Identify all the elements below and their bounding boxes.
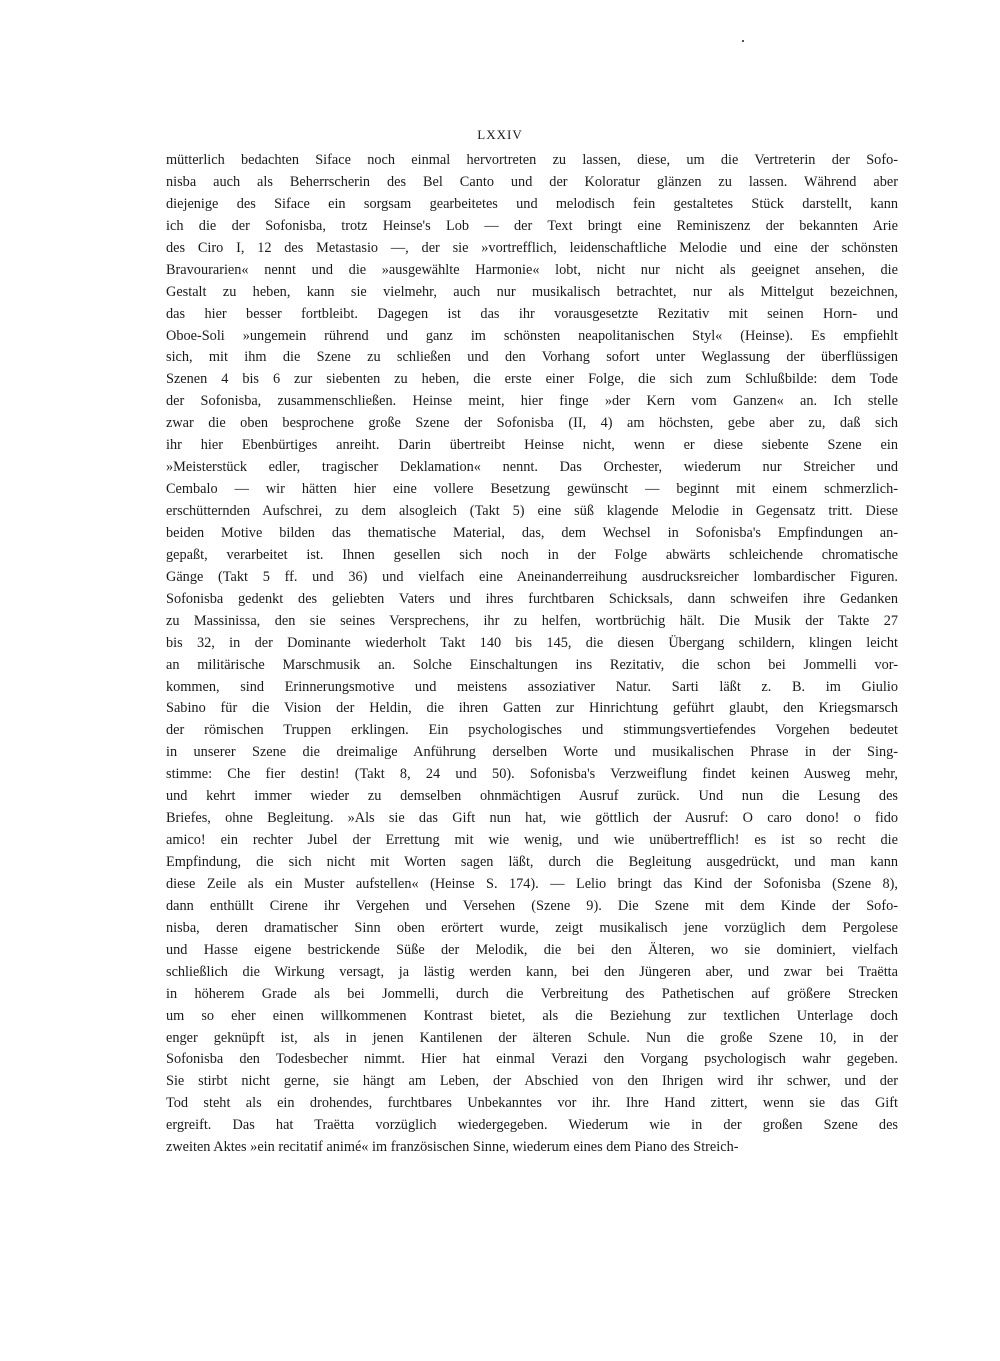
text-line: an militärische Marschmusik an. Solche Einschaltungen ins Rezitativ, die schon bei Jommelli vor- (166, 656, 898, 673)
text-line: Sabino für die Vision der Heldin, die ihren Gatten zur Hinrichtung geführt glaubt, den Kriegsmarsch (166, 700, 898, 717)
text-line: Sofonisba den Todesbecher nimmt. Hier hat einmal Verazi den Vorgang psychologisch wahr gegeben. (166, 1051, 898, 1068)
text-line: diese Zeile als ein Muster aufstellen« (Heinse S. 174). — Lelio bringt das Kind der Sofonisba (Szene 8), (166, 875, 898, 892)
text-line: des Ciro I, 12 des Metastasio —, der sie »vortrefflich, leidenschaftliche Melodie und eine der schönsten (166, 239, 898, 256)
scan-speck (742, 40, 744, 42)
text-line: nisba, deren dramatischer Sinn oben erörtert wurde, zeigt musikalisch jene vorzüglich dem Pergolese (166, 919, 898, 936)
text-line: zwar die oben besprochene große Szene der Sofonisba (II, 4) am höchsten, gebe aber zu, daß sich (166, 415, 898, 432)
page-number: LXXIV (477, 127, 523, 142)
text-line: enger geknüpft ist, als in jenen Kantilenen der älteren Schule. Nun die große Szene 10, in der (166, 1029, 898, 1046)
text-line: ihr hier Ebenbürtiges anreiht. Darin übertreibt Heinse nicht, wenn er diese siebente Szene ein (166, 437, 898, 454)
text-line: zu Massinissa, den sie seines Versprechens, ihr zu helfen, wortbrüchig hält. Die Musik der Takte 27 (166, 612, 898, 629)
text-line: mütterlich bedachten Siface noch einmal hervortreten zu lassen, diese, um die Vertreterin der Sofo- (166, 152, 898, 168)
text-line: kommen, sind Erinnerungsmotive und meistens assoziativer Natur. Sarti läßt z. B. im Giulio (166, 678, 898, 695)
text-line: und kehrt immer wieder zu demselben ohnmächtigen Ausruf zurück. Und nun die Lesung des (166, 788, 898, 805)
text-line: gepaßt, verarbeitet ist. Ihnen gesellen sich noch in der Folge abwärts schleichende chromatische (166, 546, 898, 563)
text-line: Briefes, ohne Begleitung. »Als sie das Gift nun hat, wie göttlich der Ausruf: O caro dono! o fido (166, 810, 898, 827)
body-text (166, 150, 898, 1159)
text-line: amico! ein rechter Jubel der Errettung mit wie wenig, und wie unübertrefflich! es ist so recht die (166, 832, 898, 849)
text-line: ich die der Sofonisba, trotz Heinse's Lob — der Text bringt eine Reminiszenz der bekannten Arie (166, 217, 898, 234)
text-line: diejenige des Siface ein sorgsam gearbeitetes und melodisch fein gestaltetes Stück darstellt, kann (166, 195, 898, 212)
text-line: Gestalt zu heben, kann sie vielmehr, auch nur musikalisch betrachtet, nur als Mittelgut bezeichnen, (166, 283, 898, 300)
text-line: ergreift. Das hat Traëtta vorzüglich wiedergegeben. Wiederum wie in der großen Szene des (166, 1117, 898, 1134)
text-line: der Sofonisba, zusammenschließen. Heinse meint, hier finge »der Kern vom Ganzen« an. Ich stelle (166, 393, 898, 410)
text-line: erschütternden Aufschrei, zu dem alsogleich (Takt 5) eine süß klagende Melodie in Gegensatz tritt. Diese (166, 503, 898, 519)
text-line: Oboe-Soli »ungemein rührend und ganz im schönsten neapolitanischen Styl« (Heinse). Es empfiehlt (166, 327, 898, 344)
text-line: Bravourarien« nennt und die »ausgewählte Harmonie« lobt, nicht nur nicht als geeignet ansehen, die (166, 261, 898, 278)
text-line: sich, mit ihm die Szene zu schließen und den Vorhang sofort unter Weglassung der überflüssigen (166, 349, 898, 366)
text-line: und Hasse eigene bestrickende Süße der Melodik, die bei den Älteren, wo sie dominiert, vielfach (166, 941, 898, 958)
text-line: der römischen Truppen erklingen. Ein psychologisches und stimmungsvertiefendes Vorgehen bedeutet (166, 722, 898, 739)
text-line: nisba auch als Beherrscherin des Bel Canto und der Koloratur glänzen zu lassen. Während aber (166, 173, 898, 190)
text-line: Tod steht als ein drohendes, furchtbares Unbekanntes vor ihr. Ihre Hand zittert, wenn sie das Gift (166, 1095, 898, 1112)
text-line: das hier besser fortbleibt. Dagegen ist das ihr vorausgesetzte Rezitativ mit seinen Horn- und (166, 305, 898, 322)
text-line: dann enthüllt Cirene ihr Vergehen und Versehen (Szene 9). Die Szene mit dem Kinde der Sofo- (166, 897, 898, 914)
text-line: Szenen 4 bis 6 zur siebenten zu heben, die erste einer Folge, die sich zum Schlußbilde: dem Tode (166, 371, 898, 388)
text-line: Empfindung, die sich nicht mit Worten sagen läßt, durch die Begleitung ausgedrückt, und man kann (166, 854, 898, 870)
text-line: um so eher einen willkommenen Kontrast bietet, als die Beziehung zur textlichen Unterlage doch (166, 1007, 898, 1024)
text-line: zweiten Aktes »ein recitatif animé« im französischen Sinne, wiederum eines dem Piano des Streich- (166, 1139, 739, 1156)
text-line: Sofonisba gedenkt des geliebten Vaters und ihres furchtbaren Schicksals, dann schweifen ihre Gedanken (166, 590, 898, 607)
text-line: Gänge (Takt 5 ff. und 36) und vielfach eine Aneinanderreihung ausdrucksreicher lombardischer Figuren. (166, 568, 898, 585)
text-line: stimme: Che fier destin! (Takt 8, 24 und 50). Sofonisba's Verzweiflung findet keinen Ausweg mehr, (166, 766, 898, 783)
text-line: in höherem Grade als bei Jommelli, durch die Verbreitung des Pathetischen auf größere Strecken (166, 985, 898, 1002)
text-line: beiden Motive bilden das thematische Material, das, dem Wechsel in Sofonisba's Empfindungen an- (166, 524, 898, 541)
text-line: bis 32, in der Dominante wiederholt Takt 140 bis 145, die diesen Übergang schildern, klingen leicht (166, 634, 898, 651)
text-line: schließlich die Wirkung versagt, ja lästig werden kann, bei den Jüngeren aber, und zwar bei Traëtta (166, 963, 898, 980)
text-line: Cembalo — wir hätten hier eine vollere Besetzung gewünscht — beginnt mit einem schmerzlich- (166, 481, 898, 498)
text-line: »Meisterstück edler, tragischer Deklamation« nennt. Das Orchester, wiederum nur Streicher und (166, 459, 898, 476)
text-line: in unserer Szene die dreimalige Anführung derselben Worte und musikalischen Phrase in der Sing- (166, 744, 898, 761)
text-line: Sie stirbt nicht gerne, sie hängt am Leben, der Abschied von den Ihrigen wird ihr schwer, und der (166, 1073, 898, 1090)
